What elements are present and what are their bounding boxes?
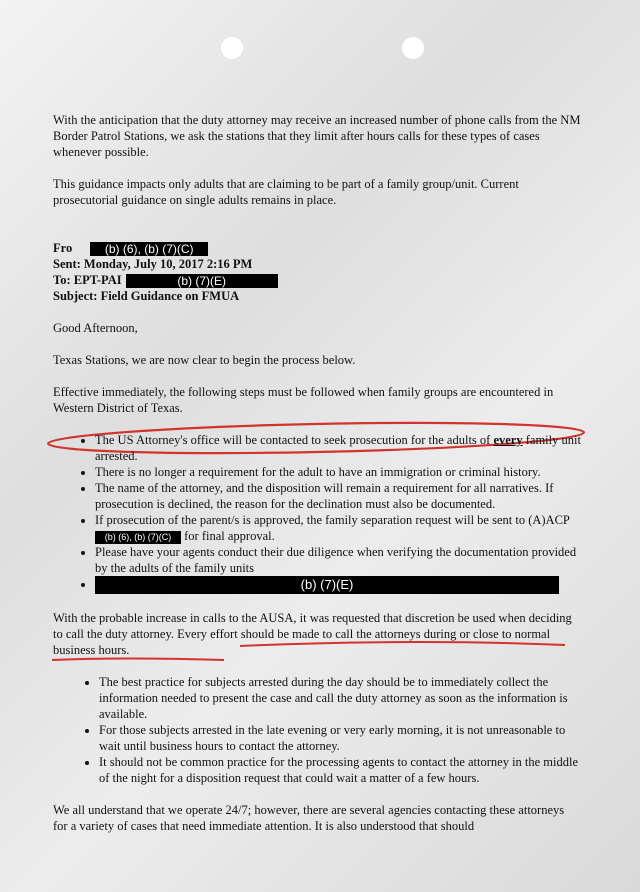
list-item: • The US Attorney's office will be contacted to seek prosecution for the adults of every family unit arrested. [95, 432, 581, 464]
redaction-box: (b) (7)(E) [126, 274, 278, 288]
redaction-box: (b) (6), (b) (7)(C) [95, 531, 181, 544]
list-item [95, 576, 581, 594]
email-header [53, 240, 581, 304]
best-practice-list [53, 674, 581, 786]
steps-list [53, 432, 581, 594]
sent-label: Sent: [53, 257, 81, 272]
list-item: • It should not be common practice for the processing agents to contact the attorney in the middle of the night for a disposition request that could wait a matter of a few hours. [99, 754, 581, 786]
underlined-emphasis: Every effort should be made to call the attorneys during or close to normal business hours. [53, 627, 551, 658]
list-item: • For those subjects arrested in the late evening or very early morning, it is not unreasonable to wait until business hours to contact the attorney. [99, 722, 581, 754]
intro-paragraph-2: This guidance impacts only adults that are claiming to be part of a family group/unit. Current prosecutorial guidance on single adults remains in place. [53, 177, 519, 207]
subject-label: Subject: [53, 289, 98, 304]
list-item: • If prosecution of the parent/s is approved, the family separation request will be sent to (A)ACP (b) (6), (b) (7)(C) for final approval. [95, 512, 581, 544]
list-item: • Please have your agents conduct their due diligence when verifying the documentation provided by the adults of the family units [95, 544, 581, 576]
from-line [53, 240, 581, 256]
from-label: Fro [53, 241, 73, 255]
to-value: EPT-PAI [73, 273, 122, 288]
body-paragraph-3: With the probable increase in calls to the AUSA, it was requested that discretion be used when deciding to call the duty attorney. Every effort should be made to call the attorneys during or close to normal business hours. [53, 611, 572, 658]
sent-value: Monday, July 10, 2017 2:16 PM [83, 257, 253, 272]
body-paragraph-2: Effective immediately, the following steps must be followed when family groups are encountered in Western District of Texas. [53, 385, 554, 416]
redaction-box: (b) (6), (b) (7)(C) [90, 242, 208, 256]
subject-line [53, 288, 581, 304]
body-paragraph-4: We all understand that we operate 24/7; however, there are several agencies contacting these attorneys for a variety of cases that need immediate attention. It is also understood that should [53, 803, 565, 834]
greeting: Good Afternoon, [53, 321, 138, 336]
body-paragraph-1: Texas Stations, we are now clear to begin the process below. [53, 353, 356, 368]
redaction-box: (b) (7)(E) [95, 576, 559, 594]
list-item: • The best practice for subjects arrested during the day should be to immediately collect the information needed to present the case and call the duty attorney as soon as the information is available. [99, 674, 581, 722]
document-body [53, 112, 581, 834]
list-item: • The name of the attorney, and the disposition will remain a requirement for all narratives. If prosecution is declined, the reason for the declination must also be documented. [95, 480, 581, 512]
punch-hole [221, 37, 243, 59]
subject-value: Field Guidance on FMUA [100, 289, 240, 304]
list-item: • There is no longer a requirement for the adult to have an immigration or criminal history. [95, 464, 581, 480]
emphasis-every: every [493, 433, 523, 448]
punch-hole [402, 37, 424, 59]
to-line [53, 272, 581, 288]
sent-line [53, 256, 581, 272]
intro-paragraph-1: With the anticipation that the duty attorney may receive an increased number of phone calls from the NM Border Patrol Stations, we ask the stations that they limit after hours calls for these types of cases whenever possible. [53, 113, 581, 159]
to-label: To: [53, 273, 71, 288]
